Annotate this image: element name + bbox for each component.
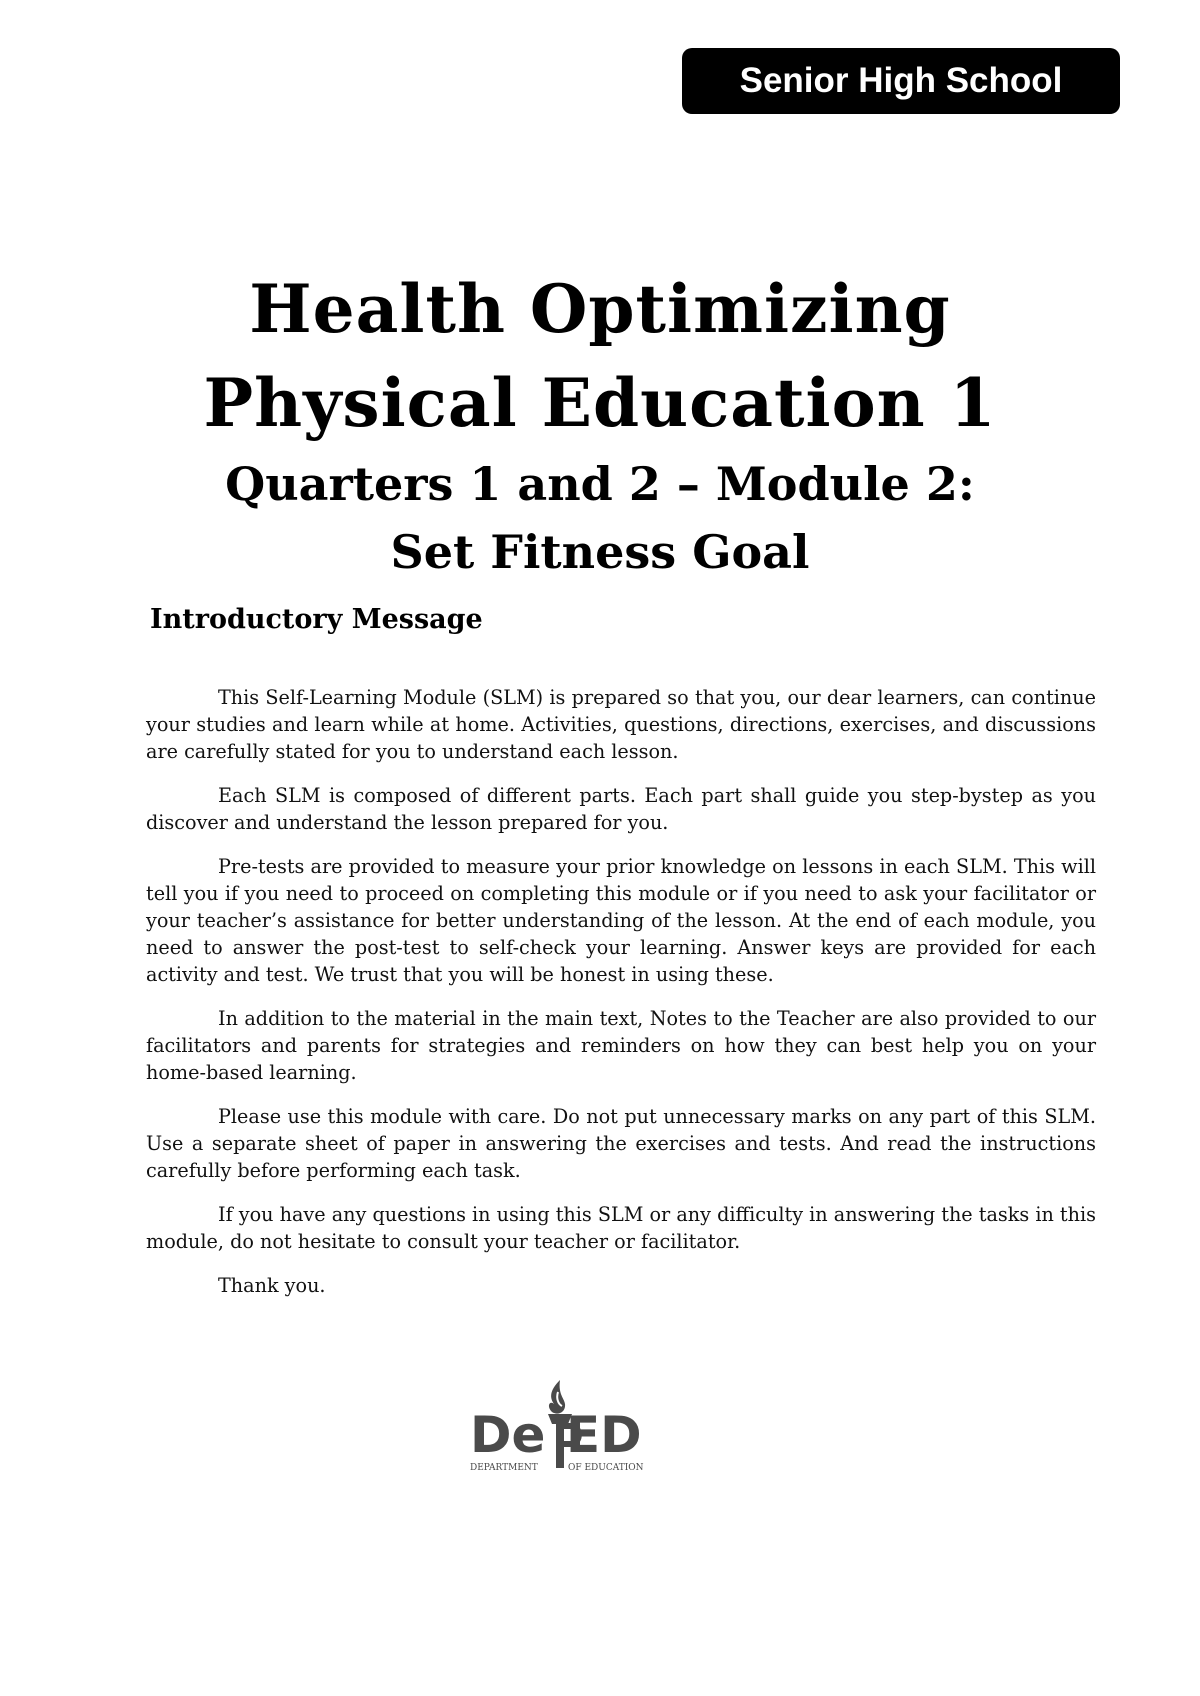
svg-text:ED: ED xyxy=(566,1406,642,1464)
introductory-message-body xyxy=(146,684,1096,1316)
badge-label: Senior High School xyxy=(739,61,1063,100)
closing-line: Thank you. xyxy=(218,1274,326,1297)
paragraph: Please use this module with care. Do not put unnecessary marks on any part of this SLM. Use a separate sheet of paper in answering the exercises and tests. And read the instructions carefully before performing each task. xyxy=(146,1105,1096,1182)
module-title xyxy=(0,262,1200,586)
paragraph: This Self-Learning Module (SLM) is prepared so that you, our dear learners, can continue your studies and learn while at home. Activities, questions, directions, exercises, and discussions are carefully stated for you to understand each lesson. xyxy=(146,686,1096,763)
module-topic-line: Set Fitness Goal xyxy=(390,525,810,579)
paragraph: Each SLM is composed of different parts. Each part shall guide you step-bystep as you discover and understand the lesson prepared for you. xyxy=(146,784,1096,834)
module-number-line: Quarters 1 and 2 – Module 2: xyxy=(225,457,975,511)
logo-caption-right: OF EDUCATION xyxy=(568,1463,644,1473)
deped-torch-logo-icon xyxy=(468,1378,688,1482)
senior-high-school-badge xyxy=(682,48,1120,114)
logo-caption-left: DEPARTMENT xyxy=(470,1463,538,1473)
logo-wordmark: De xyxy=(470,1406,546,1464)
paragraph: Pre-tests are provided to measure your prior knowledge on lessons in each SLM. This will tell you if you need to proceed on completing this module or if you need to ask your facilitator or your teacher’s assistance for better understanding of the lesson. At the end of each module, you need to answer the post-test to self-check your learning. Answer keys are provided for each activity and test. We trust that you will be honest in using these. xyxy=(146,855,1096,986)
title-line-1: Health Optimizing xyxy=(249,270,951,348)
paragraph: If you have any questions in using this SLM or any difficulty in answering the tasks in this module, do not hesitate to consult your teacher or facilitator. xyxy=(146,1203,1096,1253)
section-heading: Introductory Message xyxy=(150,604,483,635)
title-line-2: Physical Education 1 xyxy=(203,364,997,442)
paragraph: In addition to the material in the main text, Notes to the Teacher are also provided to our facilitators and parents for strategies and reminders on how they can best help you on your home-based learning. xyxy=(146,1007,1096,1084)
deped-logo xyxy=(468,1378,688,1482)
